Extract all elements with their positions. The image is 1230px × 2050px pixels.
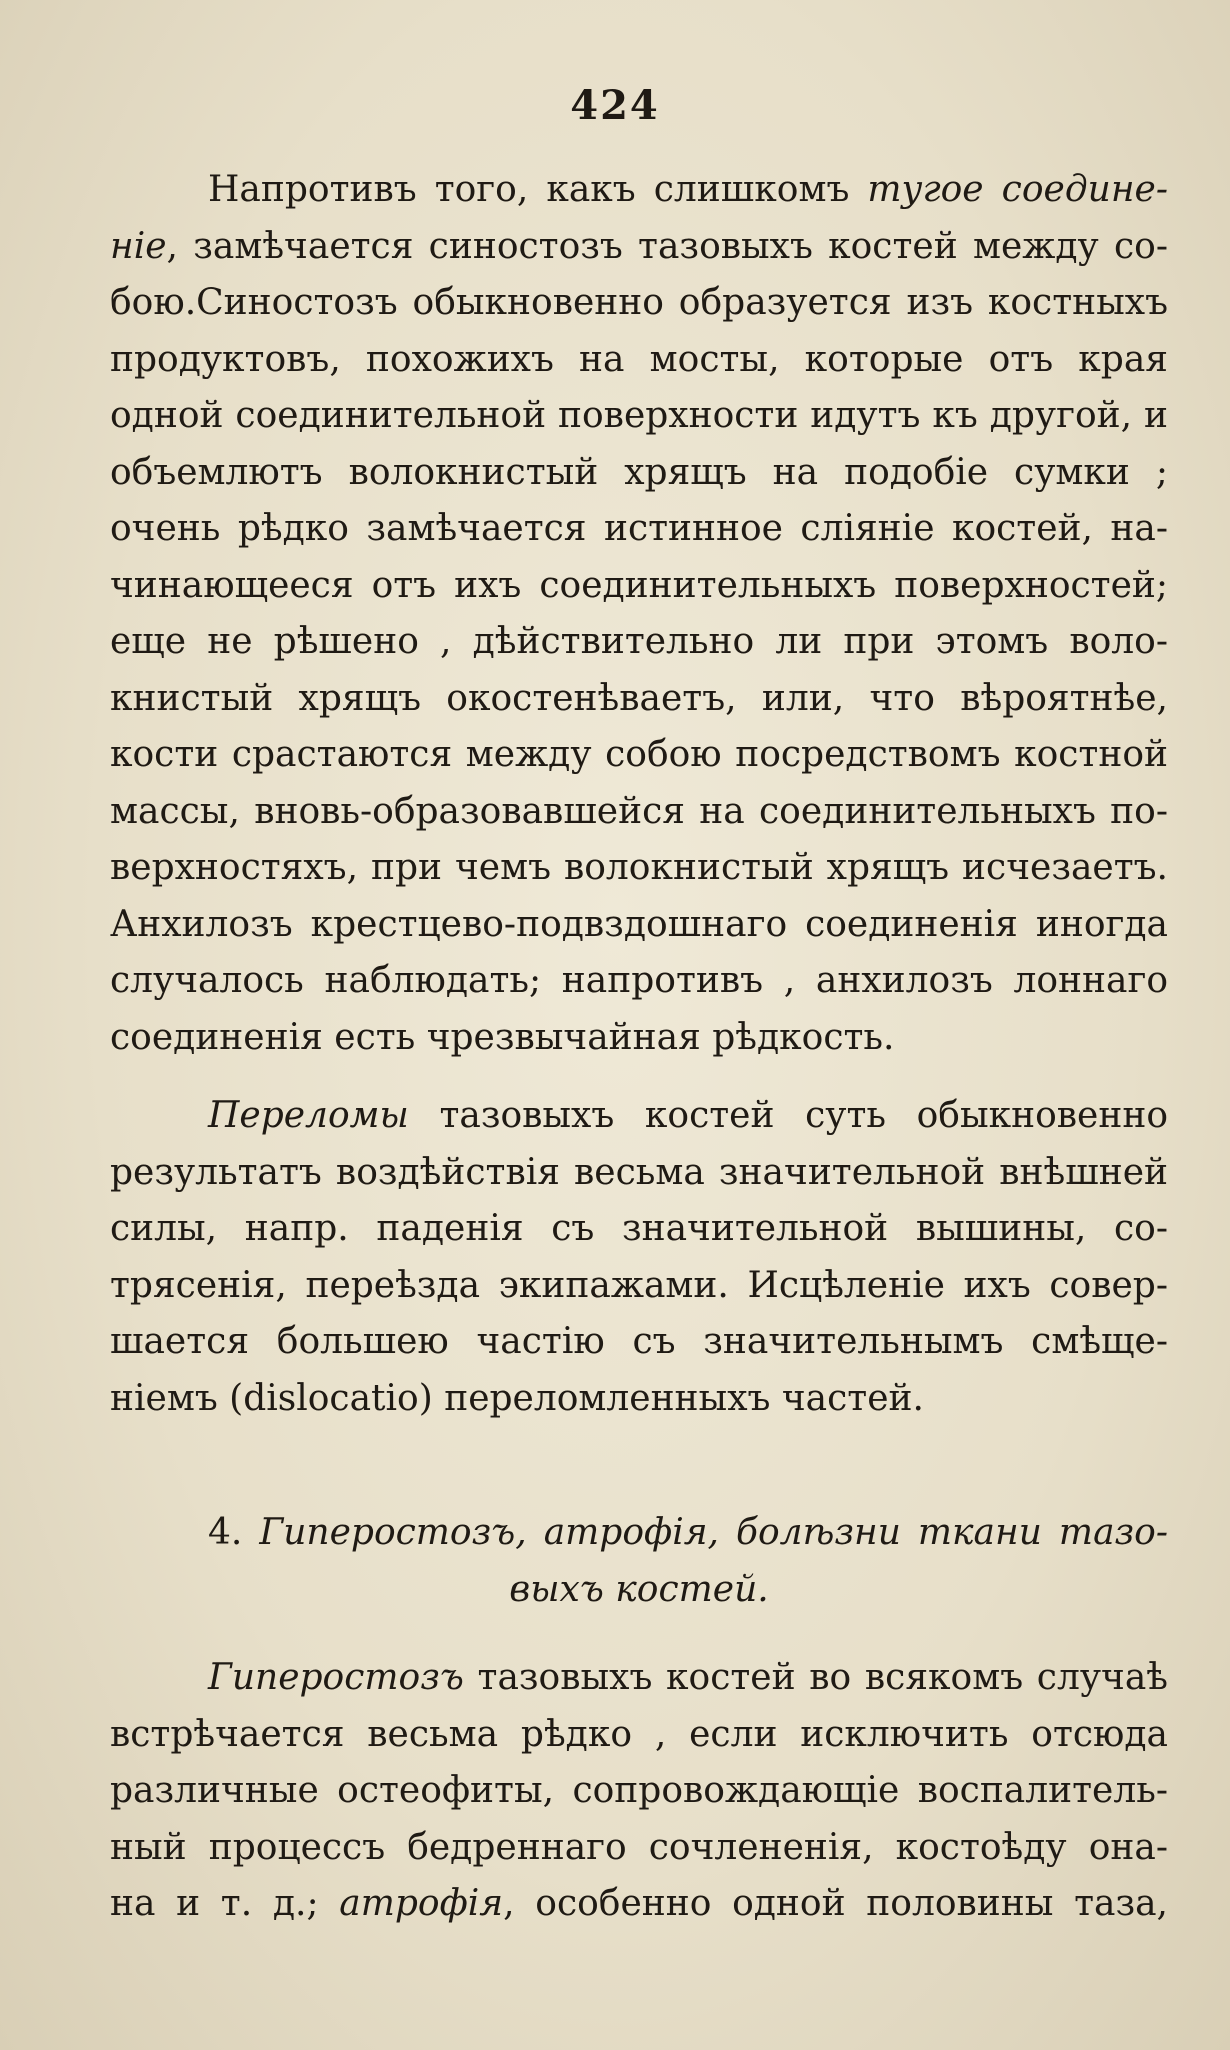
italic-term: Гиперостозъ: [208, 1657, 464, 1698]
text-line: трясенiя, переѣзда экипажами. Исцѣленiе ихъ совер-: [110, 1264, 1168, 1306]
text-line: [110, 1650, 1168, 1707]
text-run: тазовыхъ костей во всякомъ случаѣ: [463, 1657, 1168, 1698]
text-line: различные остеофиты, сопровождающiе воспалитель-: [110, 1770, 1168, 1811]
text-run: на и т. д.;: [110, 1883, 340, 1924]
paragraph-fractures: [110, 1088, 1168, 1427]
italic-term: атрофiя: [339, 1883, 504, 1924]
text-line: результатъ воздѣйствiя весьма значительной внѣшней: [110, 1151, 1168, 1193]
text-line: ный процессъ бедреннаго сочлененiя, костоѣду она-: [110, 1826, 1168, 1868]
text-line: кости срастаются между собою посредствомъ костной: [110, 734, 1168, 775]
text-line: еще не рѣшено , дѣйствительно ли при этомъ воло-: [110, 621, 1168, 662]
text-line: одной соединительной поверхности идутъ къ другой, и: [110, 395, 1168, 436]
paragraph-synostosis: [110, 162, 1168, 1066]
text-line: встрѣчается весьма рѣдко , если исключить отсюда: [110, 1713, 1168, 1755]
text-line: очень рѣдко замѣчается истинное слiянiе костей, на-: [110, 508, 1168, 549]
text-line: продуктовъ, похожихъ на мосты, которые отъ края: [110, 338, 1168, 380]
text-line: шается большею частiю съ значительнымъ смѣще-: [110, 1321, 1168, 1362]
text-line: [110, 1876, 1168, 1933]
text-line: [110, 1088, 1168, 1145]
text-line: бою.Синостозъ обыкновенно образуется изъ костныхъ: [110, 282, 1168, 323]
text-line: случалось наблюдать; напротивъ , анхилозъ лоннаго: [110, 960, 1168, 1001]
heading-line: [110, 1505, 1168, 1562]
text-line: верхностяхъ, при чемъ волокнистый хрящъ исчезаетъ.: [110, 847, 1168, 888]
text-line: соединенiя есть чрезвычайная рѣдкость.: [110, 1016, 895, 1058]
page-number: 424: [570, 82, 660, 129]
text-line: книстый хрящъ окостенѣваетъ, или, что вѣроятнѣе,: [110, 677, 1168, 719]
section-heading: [110, 1505, 1168, 1618]
text-line: массы, вновь-образовавшейся на соединительныхъ по-: [110, 790, 1168, 832]
italic-term: нiе: [110, 225, 167, 267]
text-line: чинающееся отъ ихъ соединительныхъ поверхностей;: [110, 564, 1168, 606]
text-line: объемлютъ волокнистый хрящъ на подобiе сумки ;: [110, 451, 1168, 493]
text-line: Анхилозъ крестцево-подвздошнаго соединенiя иногда: [110, 903, 1168, 945]
text-line: [110, 219, 1168, 276]
text-run: , замѣчается синостозъ тазовыхъ костей между со-: [166, 225, 1168, 267]
heading-line: выхъ костей.: [509, 1568, 769, 1610]
section-number: 4.: [208, 1512, 260, 1553]
text-run: тазовыхъ костей суть обыкновенно: [408, 1095, 1168, 1136]
italic-term: тугое соедине-: [867, 169, 1168, 210]
italic-term: Переломы: [208, 1095, 409, 1136]
text-run: Напротивъ того, какъ слишкомъ: [208, 169, 868, 210]
text-run: , особенно одной половины таза,: [503, 1883, 1168, 1924]
heading-text: Гиперостозъ, атрофiя, болѣзни ткани тазо-: [259, 1512, 1168, 1553]
text-line: нiемъ (dislocatio) переломленныхъ частей.: [110, 1377, 924, 1419]
text-line: [110, 162, 1168, 219]
text-line: силы, напр. паденiя съ значительной вышины, со-: [110, 1208, 1168, 1249]
paragraph-hyperostosis: [110, 1650, 1168, 1933]
